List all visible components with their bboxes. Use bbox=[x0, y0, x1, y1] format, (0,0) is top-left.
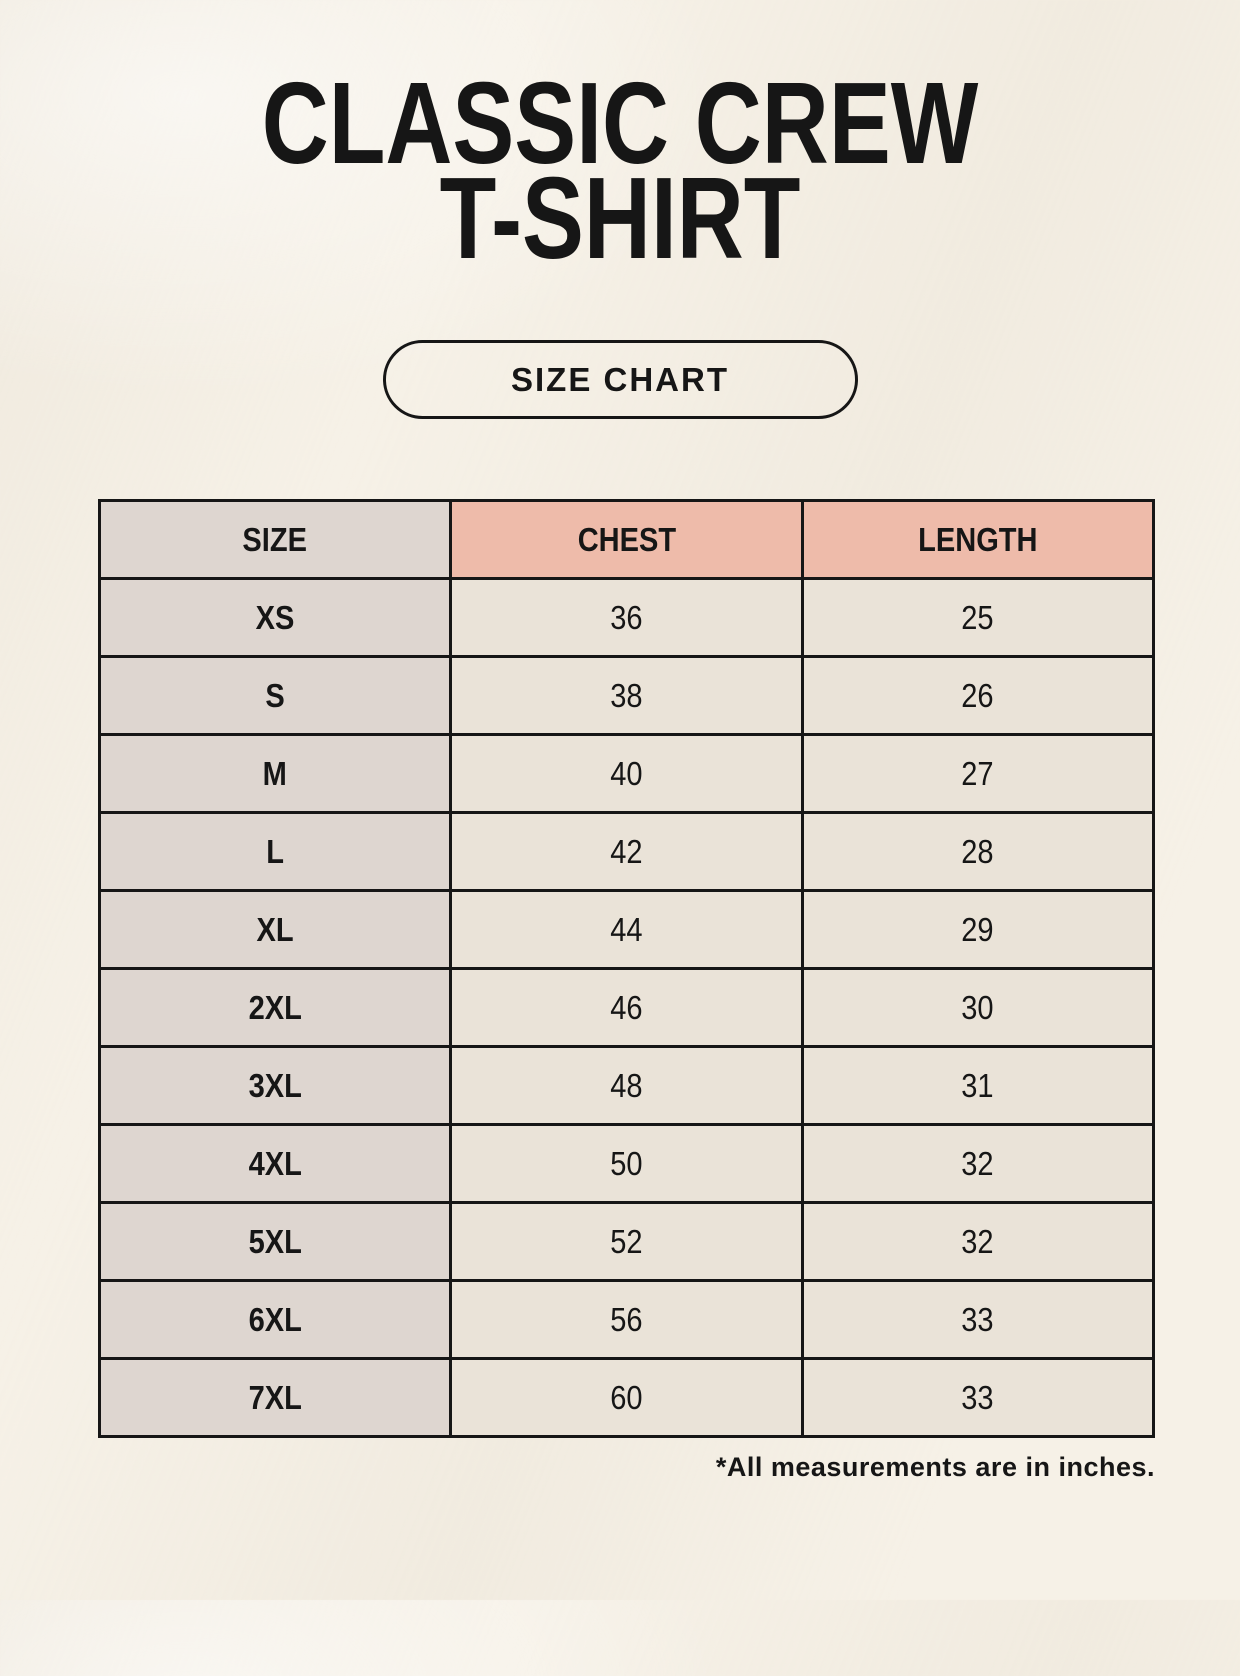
length-cell bbox=[802, 1281, 1153, 1359]
length-cell bbox=[802, 969, 1153, 1047]
chest-cell-value: 60 bbox=[610, 1378, 643, 1416]
size-cell bbox=[100, 579, 451, 657]
page-title-line2: T-SHIRT bbox=[439, 153, 801, 284]
length-cell-value: 30 bbox=[961, 988, 994, 1026]
chest-cell bbox=[451, 657, 802, 735]
size-chart-table-container bbox=[98, 499, 1155, 1438]
table-row bbox=[100, 969, 1154, 1047]
chest-cell bbox=[451, 1281, 802, 1359]
chest-cell-value: 52 bbox=[610, 1222, 643, 1260]
length-cell bbox=[802, 891, 1153, 969]
length-cell-value: 29 bbox=[961, 910, 994, 948]
length-cell bbox=[802, 1047, 1153, 1125]
size-cell-value: L bbox=[266, 832, 285, 870]
size-cell bbox=[100, 891, 451, 969]
size-cell bbox=[100, 1125, 451, 1203]
size-cell bbox=[100, 735, 451, 813]
size-chart-button-label: SIZE CHART bbox=[511, 360, 729, 398]
size-table bbox=[98, 499, 1155, 1438]
size-cell bbox=[100, 969, 451, 1047]
size-cell-value: XL bbox=[256, 910, 294, 948]
size-cell-value: 5XL bbox=[248, 1222, 302, 1260]
chest-cell-value: 56 bbox=[610, 1300, 643, 1338]
length-cell-value: 33 bbox=[961, 1378, 994, 1416]
column-header-size bbox=[100, 501, 451, 579]
length-cell bbox=[802, 1125, 1153, 1203]
table-row bbox=[100, 579, 1154, 657]
header-row bbox=[100, 501, 1154, 579]
size-cell-value: 6XL bbox=[248, 1300, 302, 1338]
table-row bbox=[100, 891, 1154, 969]
column-header-label: LENGTH bbox=[918, 520, 1038, 558]
chest-cell-value: 36 bbox=[610, 598, 643, 636]
page-title bbox=[124, 58, 1116, 284]
size-cell bbox=[100, 657, 451, 735]
column-header-label: SIZE bbox=[242, 520, 308, 558]
chest-cell-value: 44 bbox=[610, 910, 643, 948]
chest-cell-value: 50 bbox=[610, 1144, 643, 1182]
table-row bbox=[100, 813, 1154, 891]
table-row bbox=[100, 735, 1154, 813]
chest-cell-value: 40 bbox=[610, 754, 643, 792]
page-title-line1: CLASSIC CREW bbox=[261, 58, 979, 188]
size-cell bbox=[100, 1281, 451, 1359]
column-header-label: CHEST bbox=[577, 520, 676, 558]
length-cell bbox=[802, 735, 1153, 813]
chest-cell bbox=[451, 813, 802, 891]
chest-cell bbox=[451, 969, 802, 1047]
length-cell-value: 32 bbox=[961, 1144, 994, 1182]
size-cell bbox=[100, 1203, 451, 1281]
size-cell bbox=[100, 1047, 451, 1125]
length-cell bbox=[802, 813, 1153, 891]
size-cell-value: 2XL bbox=[248, 988, 302, 1026]
length-cell bbox=[802, 1203, 1153, 1281]
column-header-length bbox=[802, 501, 1153, 579]
measurements-footnote: *All measurements are in inches. bbox=[715, 1452, 1155, 1483]
table-row bbox=[100, 657, 1154, 735]
size-cell-value: M bbox=[263, 754, 288, 792]
chest-cell-value: 46 bbox=[610, 988, 643, 1026]
size-cell-value: 3XL bbox=[248, 1066, 302, 1104]
table-row bbox=[100, 1203, 1154, 1281]
size-cell bbox=[100, 1359, 451, 1437]
chest-cell bbox=[451, 1047, 802, 1125]
size-table-header bbox=[100, 501, 1154, 579]
size-table-body bbox=[100, 579, 1154, 1437]
size-chart-button[interactable] bbox=[383, 340, 858, 419]
size-cell-value: S bbox=[265, 676, 285, 714]
length-cell-value: 33 bbox=[961, 1300, 994, 1338]
chest-cell bbox=[451, 579, 802, 657]
size-cell bbox=[100, 813, 451, 891]
length-cell-value: 26 bbox=[961, 676, 994, 714]
chest-cell bbox=[451, 1359, 802, 1437]
size-cell-value: 4XL bbox=[248, 1144, 302, 1182]
chest-cell bbox=[451, 735, 802, 813]
size-cell-value: XS bbox=[255, 598, 295, 636]
table-row bbox=[100, 1281, 1154, 1359]
size-cell-value: 7XL bbox=[248, 1378, 302, 1416]
length-cell bbox=[802, 1359, 1153, 1437]
length-cell-value: 25 bbox=[961, 598, 994, 636]
length-cell bbox=[802, 579, 1153, 657]
column-header-chest bbox=[451, 501, 802, 579]
length-cell-value: 32 bbox=[961, 1222, 994, 1260]
chest-cell bbox=[451, 891, 802, 969]
chest-cell-value: 38 bbox=[610, 676, 643, 714]
chest-cell-value: 42 bbox=[610, 832, 643, 870]
table-row bbox=[100, 1047, 1154, 1125]
length-cell bbox=[802, 657, 1153, 735]
length-cell-value: 27 bbox=[961, 754, 994, 792]
length-cell-value: 31 bbox=[961, 1066, 994, 1104]
chest-cell-value: 48 bbox=[610, 1066, 643, 1104]
table-row bbox=[100, 1125, 1154, 1203]
chest-cell bbox=[451, 1125, 802, 1203]
length-cell-value: 28 bbox=[961, 832, 994, 870]
table-row bbox=[100, 1359, 1154, 1437]
chest-cell bbox=[451, 1203, 802, 1281]
